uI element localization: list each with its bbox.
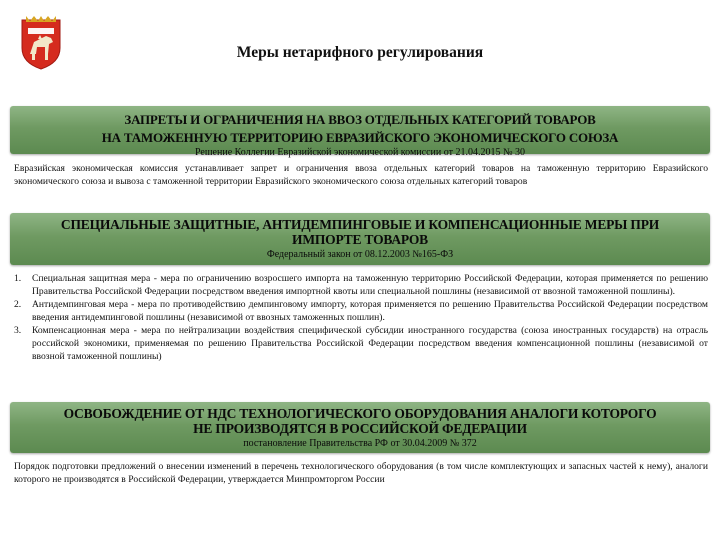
section-heading-protective-measures xyxy=(10,213,710,265)
list-item xyxy=(14,272,708,298)
list-item xyxy=(14,298,708,324)
section-heading-line: ИМПОРТЕ ТОВАРОВ xyxy=(292,232,428,247)
list-item-text: Компенсационная мера - мера по нейтрализации воздействия специфической субсидии иностранного государства (союза иностранных государств) на отрасль российской экономики, применяемая по решению Правительства Российской Федерации посредством введения компенсационной пошлины (независимой от ввозной таможенной пошлины) xyxy=(32,325,708,362)
list-item xyxy=(14,324,708,363)
list-item-text: Антидемпинговая мера - мера по противодействию демпинговому импорту, которая применяется по решению Правительства Российской Федерации посредством введения антидемпинговой пошлины (независимой от ввозных таможенных пошлин). xyxy=(32,299,708,323)
list-item-number: 3. xyxy=(14,325,22,336)
legal-basis: постановление Правительства РФ от 30.04.2009 № 372 xyxy=(243,438,477,449)
page-title: Меры нетарифного регулирования xyxy=(236,44,484,61)
section-heading-line: ОСВОБОЖДЕНИЕ ОТ НДС ТЕХНОЛОГИЧЕСКОГО ОБОРУДОВАНИЯ АНАЛОГИ КОТОРОГО xyxy=(63,406,657,421)
legal-basis: Федеральный закон от 08.12.2003 №165-ФЗ xyxy=(266,249,454,260)
section-heading-import-bans xyxy=(10,106,710,158)
section-heading-line: СПЕЦИАЛЬНЫЕ ЗАЩИТНЫЕ, АНТИДЕМПИНГОВЫЕ И КОМПЕНСАЦИОННЫЕ МЕРЫ ПРИ xyxy=(60,217,660,232)
section-heading-line: НА ТАМОЖЕННУЮ ТЕРРИТОРИЮ ЕВРАЗИЙСКОГО ЭКОНОМИЧЕСКОГО СОЮЗА xyxy=(101,130,619,145)
section-text-import-bans: Евразийская экономическая комиссия устанавливает запрет и ограничения ввоза отдельных категорий товаров на таможенную территорию Евразийского экономического союза и вывоза с таможенной территории Евразийского экономического союза отдельных категорий товаров xyxy=(14,163,708,187)
legal-basis: Решение Коллегии Евразийской экономической комиссии от 21.04.2015 № 30 xyxy=(194,147,525,158)
section-heading-line: ЗАПРЕТЫ И ОГРАНИЧЕНИЯ НА ВВОЗ ОТДЕЛЬНЫХ КАТЕГОРИЙ ТОВАРОВ xyxy=(124,112,596,127)
protective-measures-list xyxy=(14,272,708,363)
section-text-vat-exemption: Порядок подготовки предложений о внесении изменений в перечень технологического оборудования (в том числе комплектующих и запасных частей к нему), аналоги которого не производятся в Российской Федерации, утверждается Минпромторгом России xyxy=(14,461,708,485)
list-item-number: 1. xyxy=(14,273,22,284)
list-item-text: Специальная защитная мера - мера по ограничению возросшего импорта на таможенную территорию Российской Федерации, которая применяется по решению Правительства Российской Федерации посредством введения импортной квоты или специальной пошлины (независимой от ввозной таможенной пошлины). xyxy=(32,273,708,297)
list-item-number: 2. xyxy=(14,299,22,310)
section-heading-vat-exemption xyxy=(10,402,710,453)
section-heading-line: НЕ ПРОИЗВОДЯТСЯ В РОССИЙСКОЙ ФЕДЕРАЦИИ xyxy=(193,421,527,436)
